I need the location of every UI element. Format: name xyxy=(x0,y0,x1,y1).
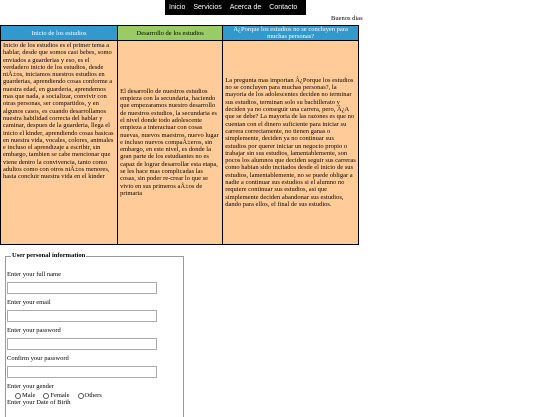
nav-servicios[interactable]: Servicios xyxy=(193,4,222,11)
radio-male[interactable] xyxy=(15,393,21,399)
header-inicio: Inicio de los estudios xyxy=(1,26,118,41)
gender-female-option[interactable] xyxy=(43,392,69,399)
nav-acerca[interactable]: Acerca de xyxy=(229,4,262,11)
confirm-password-label: Confirm your password xyxy=(7,355,69,362)
greeting-text: Buenos dias xyxy=(331,15,363,22)
radio-female[interactable] xyxy=(43,393,49,399)
gender-label: Enter your gender xyxy=(7,383,54,390)
gender-others-option[interactable] xyxy=(78,392,102,399)
radio-others-label: Others xyxy=(84,392,102,399)
radio-male-label: Male xyxy=(22,392,36,399)
cell-inicio: Inicio de los estudios es el primer tema a hablar, desde que somos casi bebes, somo enviados a guarderias y eso, es el verdadero inicio de los estudios, desde niÃ±os, iniciamos nuestros estudios en guarderias, aprendiendo cosas conforme a nuestra edad, en guarderia, aprendemos mas que nada, a socializar, convivir con otras personas, ser compartidos, y en algunos casos, es cuando desarrollamos nuestra habilidad correcta del hablar y caminar, despues de la guarderia, llega el inicio el kinder, aprendiendo cosas basicas en nuestra vida, vocales, colores, animales e incluso el aprendizaje a escribir, sin embargo, tambien se cabe mencionar que viene dentro la convivencia, tanto como adultos como con otros niÃ±os menores, hasta concluir nuestra vida en el kinder xyxy=(1,41,118,245)
header-desarrollo: Desarrollo de los estudios xyxy=(118,26,223,41)
full-name-label: Enter your full name xyxy=(7,271,61,278)
header-porque: Â¿Porque los estudios no se concluyen para muchas personas? xyxy=(223,26,359,41)
password-label: Enter your password xyxy=(7,327,61,334)
fieldset-legend: User personal information xyxy=(12,252,86,259)
top-nav xyxy=(165,0,306,15)
studies-table xyxy=(0,25,359,245)
email-label: Enter your email xyxy=(7,299,51,306)
password-input[interactable] xyxy=(7,338,157,350)
cell-desarrollo: El desarrollo de nuestros estudios empieza con la secundaria, haciendo que empezaramos nuestro desarrollo de nuestros estudios, la secundaria es el nivel donde todo adolescente empieza a interactuar con cosas nuevas, nuevos maestros, nuevo lugar e incluso nuevos compaÃ±eros, sin embargo, en este nivel, es donde la gran parte de los estudiantes no es capaz de lograr desarrollar esta etapa, se les hace mas complicadas las cosas, sin poder re-crear lo que se vivio en sus primeros aÃ±os de primaria xyxy=(118,41,223,245)
email-input[interactable] xyxy=(7,310,157,322)
nav-inicio[interactable]: Inicio xyxy=(169,4,186,11)
radio-others[interactable] xyxy=(78,393,84,399)
radio-female-label: Female xyxy=(50,392,70,399)
gender-options xyxy=(15,392,110,399)
confirm-password-input[interactable] xyxy=(7,366,157,378)
table-header-row xyxy=(1,26,359,41)
dob-label: Enter your Date of Birth xyxy=(7,399,71,406)
table-row xyxy=(1,41,359,245)
full-name-input[interactable] xyxy=(7,282,157,294)
gender-male-option[interactable] xyxy=(15,392,35,399)
nav-contacto[interactable]: Contacto xyxy=(269,4,298,11)
cell-porque: La pregunta mas importan Â¿Porque los estudios no se concluyen para muchas personas?, la mayoria de los adolescentes deciden no terminar sus estudios, terminan solo su bachillerato y deciden ya no conseguir una carrera, pero, Â¿A que se debe? La mayoria de las razones es que no cuentan con el dinero suficiente para iniciar su carrera correctamente, no tienen ganas o simplemente, deciden ya no continuar sus estudios por querer iniciar un negocio propio o trabajar sin sus estudios, lamentablemente, son pocos los alumnos que deciden seguir sus carreras como habian sido incitados desde el inicio de sus estudios, lamentablemente, no se puede obligar a nadie a continuar sus estudios si el alumno no requiere continuar sus estudios, asi que simplemente deciden abandonar sus estudios, dando para ellos, el final de sus estudios. xyxy=(223,41,359,245)
